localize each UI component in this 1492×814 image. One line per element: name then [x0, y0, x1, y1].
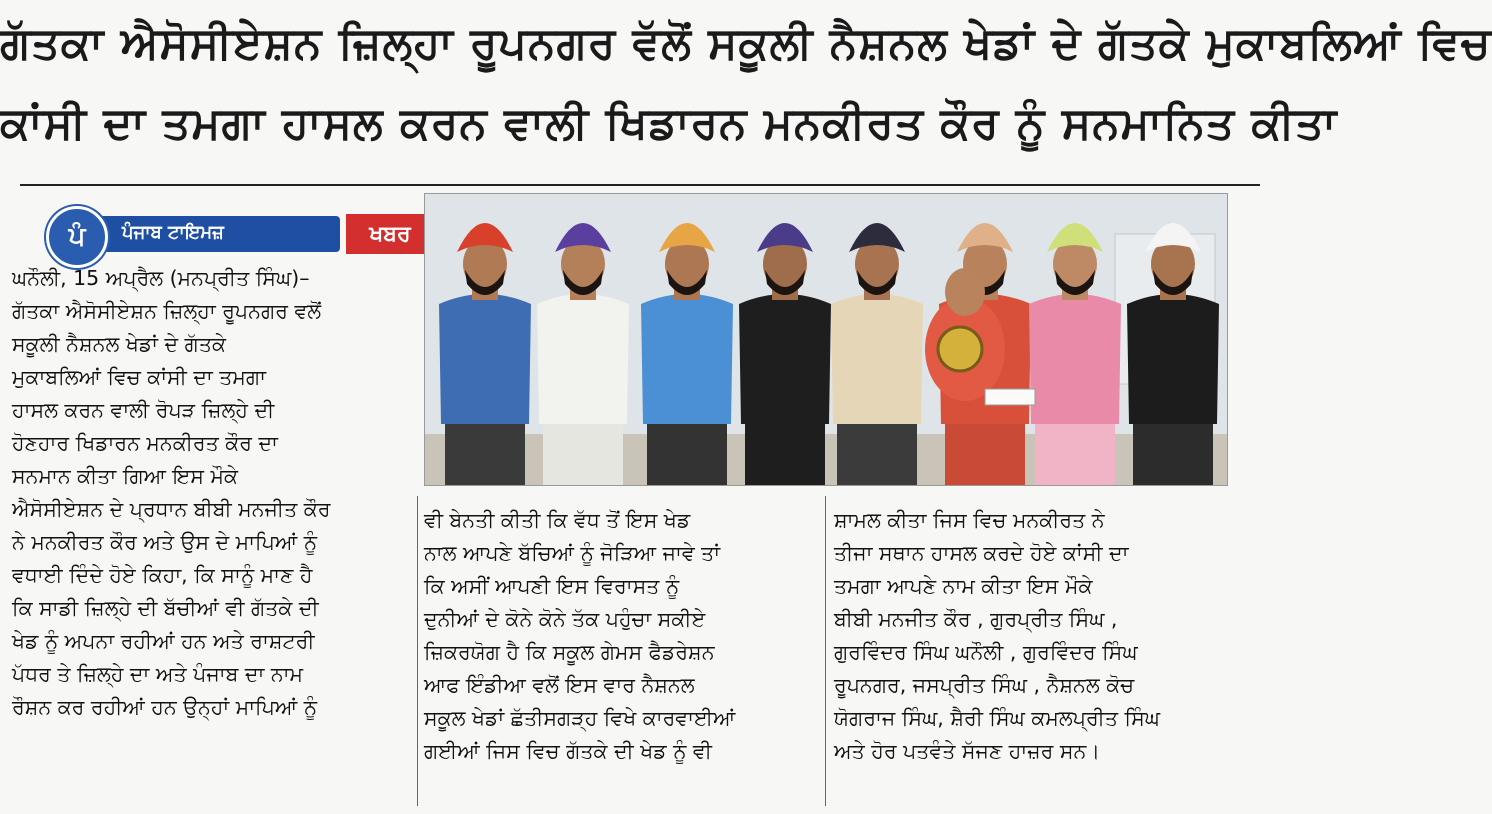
- article-line: ਜ਼ਿਕਰਯੋਗ ਹੈ ਕਿ ਸਕੂਲ ਗੇਮਸ ਫੈਡਰੇਸ਼ਨ: [424, 640, 715, 664]
- publication-name: ਪੰਜਾਬ ਟਾਇਮਜ਼: [122, 222, 224, 243]
- column-rule-2: [825, 496, 826, 806]
- article-line: ਕਿ ਅਸੀਂ ਆਪਣੀ ਇਸ ਵਿਰਾਸਤ ਨੂੰ: [424, 574, 680, 598]
- article-column-2: [424, 504, 816, 768]
- article-line: ਹਾਸਲ ਕਰਨ ਵਾਲੀ ਰੋਪੜ ਜ਼ਿਲ੍ਹੇ ਦੀ: [12, 398, 275, 422]
- article-line: ਸਕੂਲੀ ਨੈਸ਼ਨਲ ਖੇਡਾਂ ਦੇ ਗੱਤਕੇ: [12, 332, 226, 356]
- news-photo: [424, 193, 1228, 486]
- article-line: ਨੇ ਮਨਕੀਰਤ ਕੌਰ ਅਤੇ ਉਸ ਦੇ ਮਾਪਿਆਂ ਨੂੰ: [12, 530, 318, 554]
- masthead-band: [88, 216, 340, 252]
- headline: [0, 14, 1492, 154]
- article-line: ਰੌਸ਼ਨ ਕਰ ਰਹੀਆਂ ਹਨ ਉਨ੍ਹਾਂ ਮਾਪਿਆਂ ਨੂੰ: [12, 695, 318, 719]
- headline-line-2: ਕਾਂਸੀ ਦਾ ਤਮਗਾ ਹਾਸਲ ਕਰਨ ਵਾਲੀ ਖਿਡਾਰਨ ਮਨਕੀਰਤ ਕੌਰ ਨੂੰ ਸਨਮਾਨਿਤ ਕੀਤਾ: [0, 98, 1338, 149]
- person-torso: [739, 294, 831, 424]
- news-badge: ਖਬਰ: [346, 214, 434, 254]
- certificate: [985, 389, 1035, 405]
- headline-divider: [20, 184, 1260, 186]
- person-torso: [831, 294, 923, 424]
- person-torso: [537, 294, 629, 424]
- article-line: ਤਮਗਾ ਆਪਣੇ ਨਾਮ ਕੀਤਾ ਇਸ ਮੌਕੇ: [834, 574, 1093, 598]
- article-line: ਬੀਬੀ ਮਨਜੀਤ ਕੌਰ , ਗੁਰਪ੍ਰੀਤ ਸਿੰਘ ,: [834, 607, 1118, 631]
- article-column-1: [12, 262, 410, 724]
- article-line: ਗੱਤਕਾ ਐਸੋਸੀਏਸ਼ਨ ਜ਼ਿਲ੍ਹਾ ਰੂਪਨਗਰ ਵਲੋਂ: [12, 299, 322, 323]
- article-line: ਕਿ ਸਾਡੀ ਜ਼ਿਲ੍ਹੇ ਦੀ ਬੱਚੀਆਂ ਵੀ ਗੱਤਕੇ ਦੀ: [12, 596, 319, 620]
- headline-line-1: ਗੱਤਕਾ ਐਸੋਸੀਏਸ਼ਨ ਜ਼ਿਲ੍ਹਾ ਰੂਪਨਗਰ ਵੱਲੋਂ ਸਕੂਲੀ ਨੈਸ਼ਨਲ ਖੇਡਾਂ ਦੇ ਗੱਤਕੇ ਮੁਕਾਬਲਿਆਂ ਵਿਚ: [0, 18, 1492, 69]
- article-line: ਆਫ ਇੰਡੀਆ ਵਲੋਂ ਇਸ ਵਾਰ ਨੈਸ਼ਨਲ: [424, 673, 695, 697]
- article-line: ਮੁਕਾਬਲਿਆਂ ਵਿਚ ਕਾਂਸੀ ਦਾ ਤਮਗਾ: [12, 365, 267, 389]
- publication-logo-icon: [46, 206, 108, 268]
- person-torso: [439, 294, 531, 424]
- trophy-plaque: [938, 327, 982, 371]
- article-line: ਗਈਆਂ ਜਿਸ ਵਿਚ ਗੱਤਕੇ ਦੀ ਖੇਡ ਨੂੰ ਵੀ: [424, 739, 712, 763]
- article-line: ਦੁਨੀਆਂ ਦੇ ਕੋਨੇ ਕੋਨੇ ਤੱਕ ਪਹੁੰਚਾ ਸਕੀਏ: [424, 607, 706, 631]
- person-torso: [1127, 294, 1219, 424]
- article-column-3: [834, 504, 1232, 768]
- person-torso: [1029, 294, 1121, 424]
- article-line: ਤੀਜਾ ਸਥਾਨ ਹਾਸਲ ਕਰਦੇ ਹੋਏ ਕਾਂਸੀ ਦਾ: [834, 541, 1129, 565]
- article-line: ਘਨੌਲੀ, 15 ਅਪ੍ਰੈਲ (ਮਨਪ੍ਰੀਤ ਸਿੰਘ)–: [12, 266, 310, 290]
- article-line: ਹੋਣਹਾਰ ਖਿਡਾਰਨ ਮਨਕੀਰਤ ਕੌਰ ਦਾ: [12, 431, 278, 455]
- article-line: ਵਧਾਈ ਦਿੰਦੇ ਹੋਏ ਕਿਹਾ, ਕਿ ਸਾਨੂੰ ਮਾਣ ਹੈ: [12, 563, 313, 587]
- article-line: ਸਕੂਲ ਖੇਡਾਂ ਛੱਤੀਸਗੜ੍ਹ ਵਿਖੇ ਕਾਰਵਾਈਆਂ: [424, 706, 736, 730]
- column-rule-1: [417, 496, 418, 806]
- article-line: ਖੇਡ ਨੂੰ ਅਪਨਾ ਰਹੀਆਂ ਹਨ ਅਤੇ ਰਾਸ਼ਟਰੀ: [12, 629, 315, 653]
- article-line: ਨਾਲ ਆਪਣੇ ਬੱਚਿਆਂ ਨੂੰ ਜੋੜਿਆ ਜਾਵੇ ਤਾਂ: [424, 541, 721, 565]
- article-line: ਸ਼ਾਮਲ ਕੀਤਾ ਜਿਸ ਵਿਚ ਮਨਕੀਰਤ ਨੇ: [834, 508, 1105, 532]
- article-line: ਐਸੋਸੀਏਸ਼ਨ ਦੇ ਪ੍ਰਧਾਨ ਬੀਬੀ ਮਨਜੀਤ ਕੌਰ: [12, 497, 331, 521]
- article-line: ਅਤੇ ਹੋਰ ਪਤਵੰਤੇ ਸੱਜਣ ਹਾਜ਼ਰ ਸਨ।: [834, 739, 1101, 763]
- group-photo-illustration: [425, 194, 1227, 485]
- woman-face: [945, 268, 985, 316]
- article-line: ਪੱਧਰ ਤੇ ਜ਼ਿਲ੍ਹੇ ਦਾ ਅਤੇ ਪੰਜਾਬ ਦਾ ਨਾਮ: [12, 662, 304, 686]
- publication-masthead: [40, 212, 411, 256]
- article-line: ਯੋਗਰਾਜ ਸਿੰਘ, ਸ਼ੈਰੀ ਸਿੰਘ ਕਮਲਪ੍ਰੀਤ ਸਿੰਘ: [834, 706, 1160, 730]
- article-line: ਵੀ ਬੇਨਤੀ ਕੀਤੀ ਕਿ ਵੱਧ ਤੋਂ ਇਸ ਖੇਡ: [424, 508, 691, 532]
- logo-glyph: ਪੰ: [68, 221, 86, 252]
- article-line: ਰੂਪਨਗਰ, ਜਸਪ੍ਰੀਤ ਸਿੰਘ , ਨੈਸ਼ਨਲ ਕੋਚ: [834, 673, 1135, 697]
- person-torso: [641, 294, 733, 424]
- article-line: ਗੁਰਵਿੰਦਰ ਸਿੰਘ ਘਨੌਲੀ , ਗੁਰਵਿੰਦਰ ਸਿੰਘ: [834, 640, 1138, 664]
- article-line: ਸਨਮਾਨ ਕੀਤਾ ਗਿਆ ਇਸ ਮੌਕੇ: [12, 464, 238, 488]
